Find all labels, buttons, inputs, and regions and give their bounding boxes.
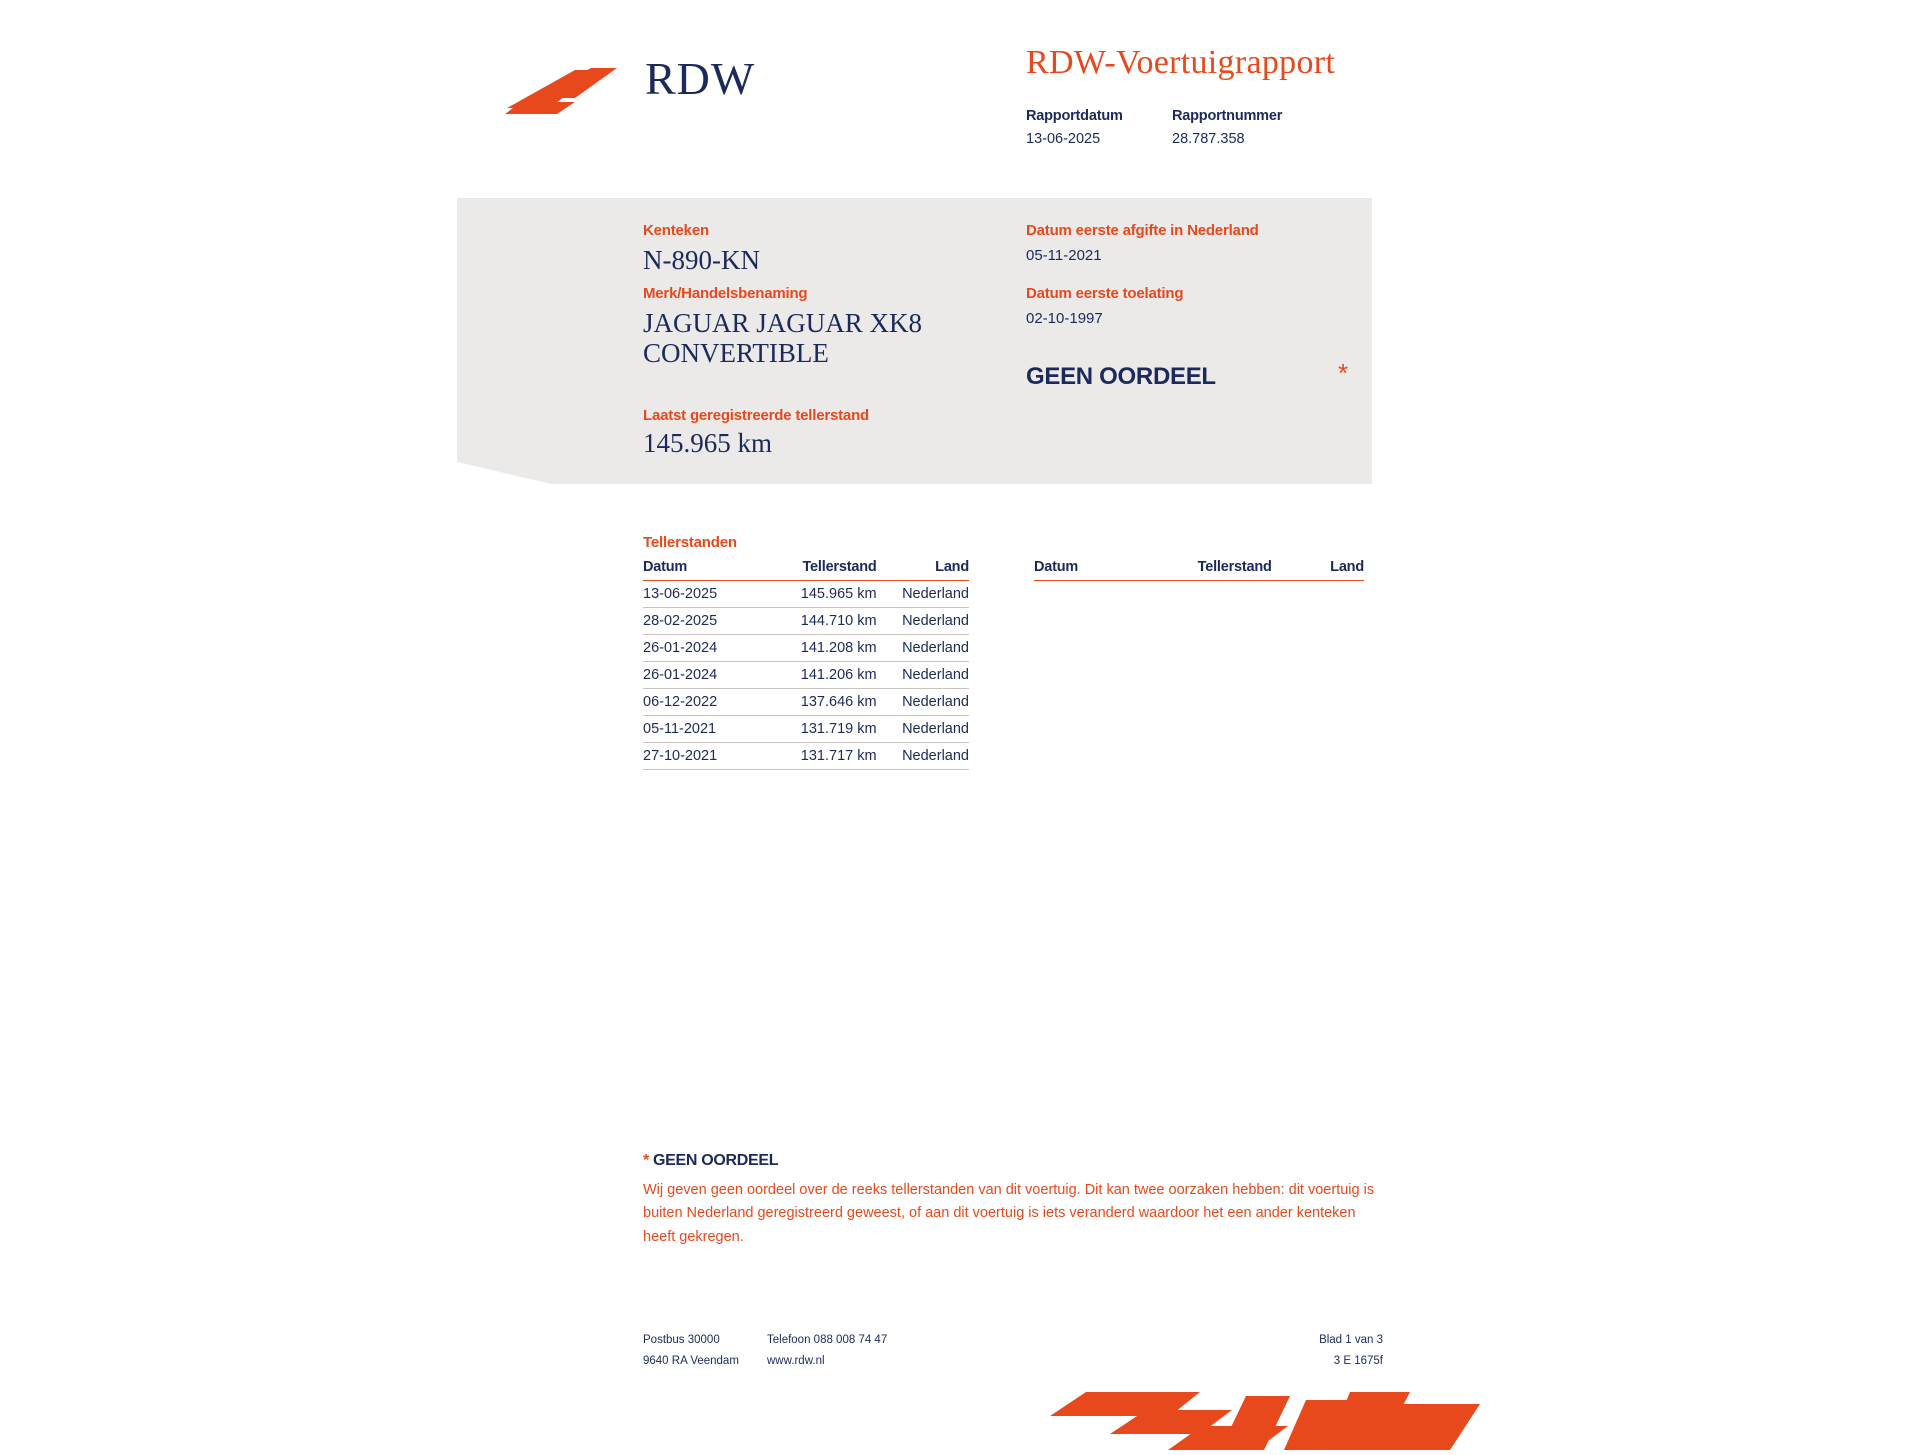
report-title: RDW-Voertuigrapport [1026,44,1336,81]
footer-postbus: Postbus 30000 [643,1334,720,1346]
merk-label: Merk/Handelsbenaming [643,285,808,302]
table-cell: Nederland [887,581,969,608]
footnote-title [643,1152,1383,1170]
table-header-row [643,555,969,581]
column-header-datum: Datum [1034,555,1165,581]
verdict-footnote-marker: * [1338,358,1349,388]
eerste-afgifte-value: 05-11-2021 [1026,247,1102,264]
table-cell: Nederland [887,716,969,743]
table-row [643,608,969,635]
table-cell: 06-12-2022 [643,689,772,716]
table-cell: 26-01-2024 [643,662,772,689]
footer-page-number: Blad 1 van 3 [1319,1334,1383,1346]
table-cell: 131.717 km [772,743,887,770]
table-cell: Nederland [887,662,969,689]
table-cell: Nederland [887,635,969,662]
table-cell: 26-01-2024 [643,635,772,662]
report-meta [1026,108,1300,147]
footer-form-code: 3 E 1675f [1333,1355,1383,1367]
column-header-datum: Datum [643,555,772,581]
table-row [643,716,969,743]
table-row [643,689,969,716]
tellerstand-label: Laatst geregistreerde tellerstand [643,407,869,424]
table-cell: 27-10-2021 [643,743,772,770]
footnote-body: Wij geven geen oordeel over de reeks tellerstanden van dit voertuig. Dit kan twee oorzaken hebben: dit voertuig is buiten Nederland geregistreerd geweest, of aan dit voertuig is iets veranderd waardoor het een ander kenteken heeft gekregen. [643,1182,1375,1245]
table-cell: 28-02-2025 [643,608,772,635]
table-row [643,635,969,662]
rdw-logo-icon [505,62,625,117]
table-row [643,743,969,770]
table-cell: 141.206 km [772,662,887,689]
report-number-label: Rapportnummer [1172,108,1283,124]
tellerstanden-table-right [1034,555,1364,581]
column-header-land: Land [887,555,969,581]
report-date-value: 13-06-2025 [1026,131,1101,147]
table-cell: Nederland [887,689,969,716]
table-cell: 131.719 km [772,716,887,743]
table-cell: 144.710 km [772,608,887,635]
footnote-title-text: GEEN OORDEEL [652,1152,779,1169]
report-number-value: 28.787.358 [1172,131,1245,147]
verdict-badge: GEEN OORDEEL [1026,363,1216,390]
table-cell: 05-11-2021 [643,716,772,743]
table-row [643,581,969,608]
eerste-toelating-label: Datum eerste toelating [1026,285,1184,302]
report-date-label: Rapportdatum [1026,108,1123,124]
kenteken-value: N-890-KN [643,245,760,275]
table-cell: Nederland [887,608,969,635]
eerste-afgifte-label: Datum eerste afgifte in Nederland [1026,222,1259,239]
page-footer [643,1334,1383,1376]
table-cell: 13-06-2025 [643,581,772,608]
tellerstand-value: 145.965 km [643,428,773,458]
column-header-tellerstand: Tellerstand [1165,555,1282,581]
tellerstanden-table-left [643,555,969,770]
tellerstanden-title: Tellerstanden [643,534,737,551]
column-header-land: Land [1282,555,1364,581]
footer-telefoon: Telefoon 088 008 74 47 [767,1334,888,1346]
footer-website[interactable]: www.rdw.nl [767,1355,825,1367]
rdw-footer-logo-icon [1050,1390,1480,1450]
merk-value: JAGUAR JAGUAR XK8 CONVERTIBLE [643,308,923,369]
footer-plaats: 9640 RA Veendam [643,1355,739,1367]
table-body-left [643,581,969,770]
footnote-star: * [643,1152,649,1169]
rdw-wordmark: RDW [645,53,756,104]
table-cell: Nederland [887,743,969,770]
footnote-block [643,1152,1383,1249]
column-header-tellerstand: Tellerstand [772,555,887,581]
table-cell: 141.208 km [772,635,887,662]
kenteken-label: Kenteken [643,222,709,239]
table-row [643,662,969,689]
rdw-logo-block [505,40,925,120]
table-header-row [1034,555,1364,581]
eerste-toelating-value: 02-10-1997 [1026,310,1103,327]
table-cell: 137.646 km [772,689,887,716]
table-cell: 145.965 km [772,581,887,608]
